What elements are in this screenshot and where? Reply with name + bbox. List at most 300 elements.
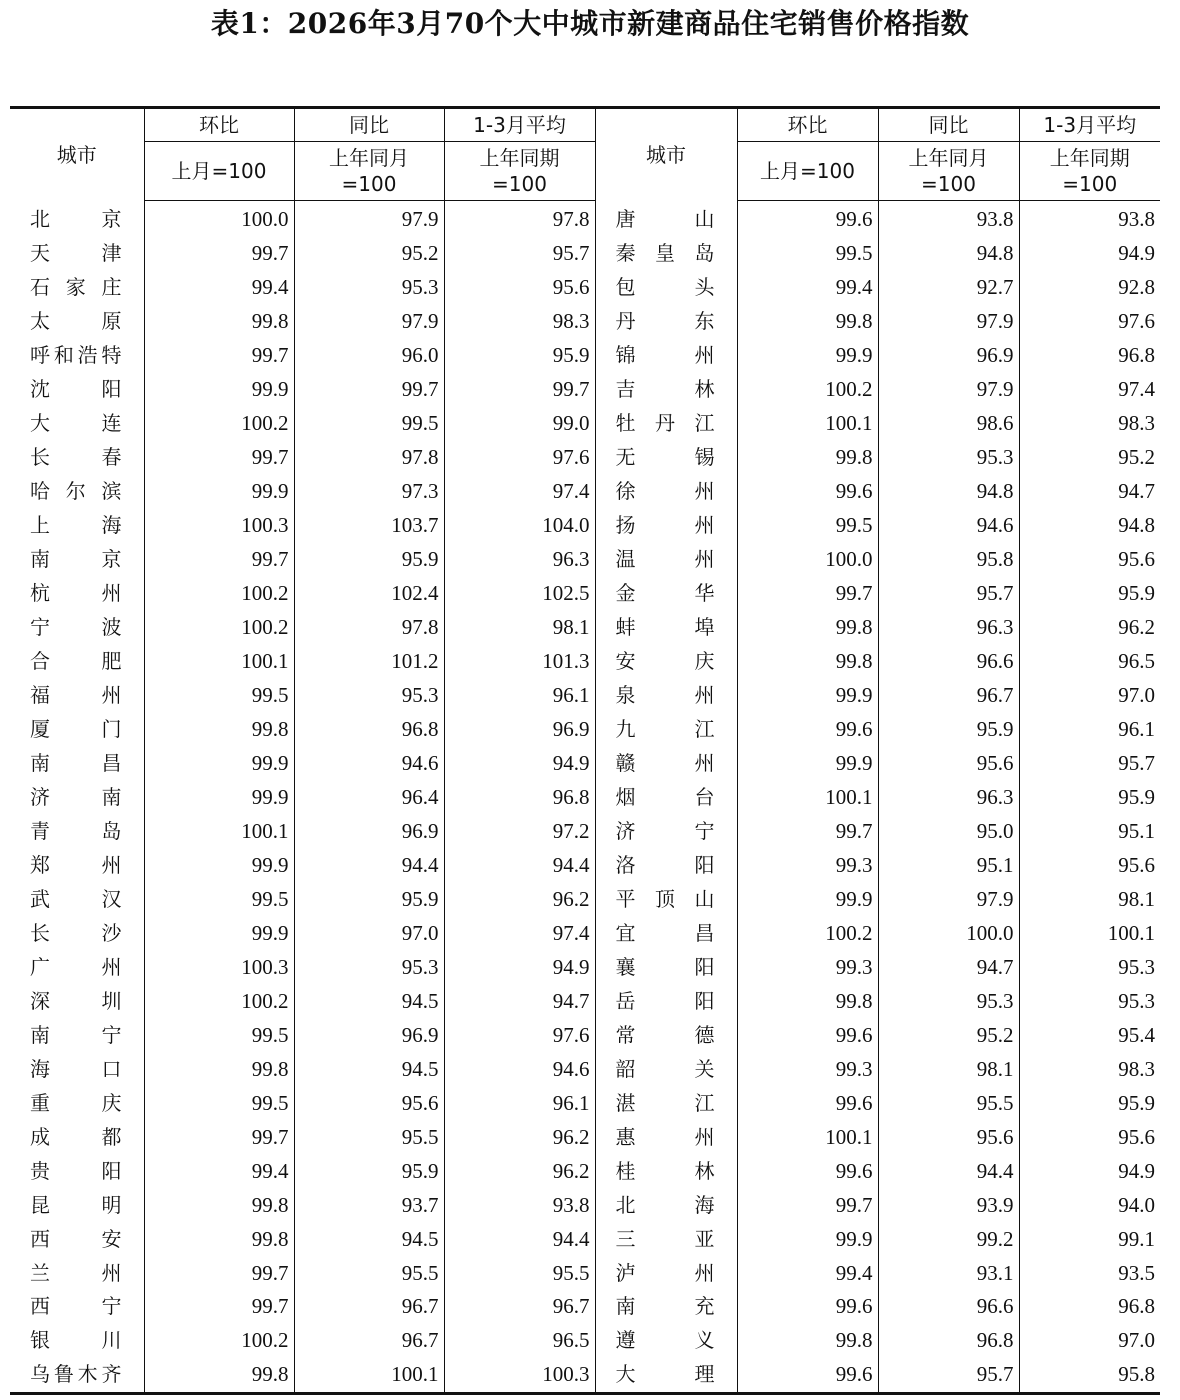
cell-city-right: 常德 <box>595 1018 737 1052</box>
cell-mom-left: 100.3 <box>144 950 294 984</box>
cell-mom-left: 99.8 <box>144 305 294 339</box>
cell-yoy-right: 98.1 <box>878 1052 1019 1086</box>
table-row <box>10 1324 1160 1358</box>
cell-city-right: 泸州 <box>595 1256 737 1290</box>
cell-mom-left: 99.8 <box>144 1052 294 1086</box>
cell-yoy-right: 95.6 <box>878 747 1019 781</box>
header-yoy-base-line1: 上年同月 <box>908 146 989 170</box>
cell-mom-left: 99.7 <box>144 543 294 577</box>
cell-avg-right: 95.8 <box>1019 1358 1160 1393</box>
cell-yoy-right: 94.8 <box>878 475 1019 509</box>
cell-avg-left: 104.0 <box>444 509 595 543</box>
table-row <box>10 950 1160 984</box>
cell-avg-left: 94.9 <box>444 747 595 781</box>
table-row <box>10 1154 1160 1188</box>
cell-avg-right: 97.0 <box>1019 1324 1160 1358</box>
cell-city-right: 无锡 <box>595 441 737 475</box>
cell-mom-right: 99.3 <box>737 1052 878 1086</box>
cell-yoy-left: 94.5 <box>294 984 444 1018</box>
table-row <box>10 305 1160 339</box>
table-row <box>10 747 1160 781</box>
cell-mom-left: 100.1 <box>144 814 294 848</box>
table-row <box>10 1358 1160 1393</box>
cell-yoy-left: 95.5 <box>294 1120 444 1154</box>
cell-city-left: 南京 <box>30 547 122 572</box>
cell-avg-left: 96.1 <box>444 1086 595 1120</box>
cell-city-left: 长春 <box>30 445 122 470</box>
cell-yoy-left: 95.3 <box>294 271 444 305</box>
header-city-left: 城市 <box>56 142 97 167</box>
cell-yoy-left: 96.0 <box>294 339 444 373</box>
cell-mom-left: 99.9 <box>144 475 294 509</box>
cell-avg-left: 97.2 <box>444 814 595 848</box>
cell-avg-left: 98.1 <box>444 611 595 645</box>
cell-mom-right: 99.9 <box>737 339 878 373</box>
cell-yoy-left: 97.0 <box>294 916 444 950</box>
table-row <box>10 1018 1160 1052</box>
cell-avg-left: 100.3 <box>444 1358 595 1393</box>
cell-city-left: 太原 <box>30 309 122 334</box>
cell-yoy-right: 94.4 <box>878 1154 1019 1188</box>
cell-city-right: 北海 <box>595 1188 737 1222</box>
cell-city-right: 秦皇岛 <box>595 237 737 271</box>
header-avg-base-left <box>444 142 595 201</box>
cell-yoy-left: 100.1 <box>294 1358 444 1393</box>
cell-city-left: 兰州 <box>30 1260 122 1285</box>
cell-city-right: 蚌埠 <box>595 611 737 645</box>
cell-mom-left: 99.7 <box>144 1256 294 1290</box>
cell-yoy-left: 94.4 <box>294 848 444 882</box>
header-yoy-left: 同比 <box>294 108 444 142</box>
cell-mom-right: 99.8 <box>737 611 878 645</box>
cell-yoy-right: 95.6 <box>878 1120 1019 1154</box>
cell-mom-right: 99.8 <box>737 305 878 339</box>
cell-mom-left: 100.2 <box>144 611 294 645</box>
cell-mom-right: 99.8 <box>737 984 878 1018</box>
cell-yoy-right: 97.9 <box>878 373 1019 407</box>
table-row <box>10 780 1160 814</box>
cell-yoy-right: 94.8 <box>878 237 1019 271</box>
cell-mom-right: 99.7 <box>737 577 878 611</box>
cell-yoy-left: 95.9 <box>294 1154 444 1188</box>
cell-city-right: 九江 <box>595 713 737 747</box>
cell-mom-left: 99.7 <box>144 339 294 373</box>
cell-avg-left: 98.3 <box>444 305 595 339</box>
cell-city-left: 福州 <box>30 683 122 708</box>
cell-mom-right: 99.8 <box>737 1324 878 1358</box>
cell-city-left: 济南 <box>30 784 122 809</box>
cell-yoy-left: 93.7 <box>294 1188 444 1222</box>
cell-mom-right: 99.5 <box>737 237 878 271</box>
cell-mom-left: 99.7 <box>144 441 294 475</box>
cell-mom-right: 99.4 <box>737 271 878 305</box>
cell-avg-right: 93.8 <box>1019 201 1160 237</box>
cell-yoy-right: 95.9 <box>878 713 1019 747</box>
cell-avg-right: 98.3 <box>1019 407 1160 441</box>
cell-city-right: 桂林 <box>595 1154 737 1188</box>
cell-yoy-right: 96.6 <box>878 1290 1019 1324</box>
table-row <box>10 407 1160 441</box>
cell-avg-left: 95.6 <box>444 271 595 305</box>
cell-mom-right: 99.8 <box>737 441 878 475</box>
cell-yoy-right: 95.0 <box>878 814 1019 848</box>
table-row <box>10 1188 1160 1222</box>
cell-city-left: 广州 <box>30 954 122 979</box>
cell-city-right: 扬州 <box>595 509 737 543</box>
cell-city-right: 安庆 <box>595 645 737 679</box>
cell-city-left: 乌鲁木齐 <box>30 1362 122 1387</box>
cell-city-left: 西宁 <box>30 1294 122 1319</box>
cell-city-left: 呼和浩特 <box>30 343 122 368</box>
cell-mom-right: 99.6 <box>737 1290 878 1324</box>
header-mom-left: 环比 <box>144 108 294 142</box>
cell-mom-left: 100.2 <box>144 1324 294 1358</box>
cell-mom-left: 99.4 <box>144 271 294 305</box>
table-row <box>10 339 1160 373</box>
cell-mom-right: 99.6 <box>737 475 878 509</box>
cell-city-left: 石家庄 <box>30 275 122 300</box>
cell-city-right: 大理 <box>595 1358 737 1393</box>
header-yoy-base-line2: =100 <box>921 172 976 196</box>
cell-avg-right: 97.6 <box>1019 305 1160 339</box>
cell-mom-left: 99.7 <box>144 237 294 271</box>
cell-avg-right: 94.7 <box>1019 475 1160 509</box>
header-avg-base-right <box>1019 142 1160 201</box>
cell-avg-left: 94.4 <box>444 1222 595 1256</box>
cell-yoy-left: 95.6 <box>294 1086 444 1120</box>
cell-city-left: 长沙 <box>30 920 122 945</box>
cell-mom-right: 100.1 <box>737 780 878 814</box>
cell-yoy-left: 101.2 <box>294 645 444 679</box>
cell-yoy-right: 98.6 <box>878 407 1019 441</box>
cell-mom-left: 99.5 <box>144 1086 294 1120</box>
cell-mom-right: 100.1 <box>737 407 878 441</box>
cell-avg-right: 98.3 <box>1019 1052 1160 1086</box>
cell-avg-right: 95.2 <box>1019 441 1160 475</box>
cell-mom-right: 99.6 <box>737 713 878 747</box>
cell-city-left: 大连 <box>30 411 122 436</box>
cell-avg-left: 99.0 <box>444 407 595 441</box>
cell-mom-right: 99.9 <box>737 882 878 916</box>
table-row <box>10 201 1160 237</box>
cell-yoy-right: 96.8 <box>878 1324 1019 1358</box>
cell-city-left: 贵阳 <box>30 1158 122 1183</box>
cell-city-right: 襄阳 <box>595 950 737 984</box>
cell-yoy-right: 96.3 <box>878 780 1019 814</box>
cell-city-left: 深圳 <box>30 988 122 1013</box>
cell-mom-left: 100.2 <box>144 984 294 1018</box>
cell-city-right: 温州 <box>595 543 737 577</box>
cell-yoy-right: 93.9 <box>878 1188 1019 1222</box>
cell-city-right: 洛阳 <box>595 848 737 882</box>
table-row <box>10 645 1160 679</box>
cell-avg-right: 95.6 <box>1019 1120 1160 1154</box>
cell-city-left: 哈尔滨 <box>30 479 122 504</box>
cell-city-right: 徐州 <box>595 475 737 509</box>
cell-mom-right: 99.9 <box>737 679 878 713</box>
cell-avg-right: 94.9 <box>1019 237 1160 271</box>
cell-avg-left: 97.6 <box>444 441 595 475</box>
cell-avg-right: 100.1 <box>1019 916 1160 950</box>
cell-yoy-right: 96.6 <box>878 645 1019 679</box>
cell-mom-left: 100.3 <box>144 509 294 543</box>
cell-yoy-right: 95.5 <box>878 1086 1019 1120</box>
cell-yoy-left: 94.6 <box>294 747 444 781</box>
header-yoy-right: 同比 <box>878 108 1019 142</box>
cell-city-right: 赣州 <box>595 747 737 781</box>
table-title: 表1：2026年3月70个大中城市新建商品住宅销售价格指数 <box>210 7 970 40</box>
cell-mom-right: 99.6 <box>737 1358 878 1393</box>
table-row <box>10 1086 1160 1120</box>
cell-yoy-left: 96.7 <box>294 1324 444 1358</box>
cell-yoy-left: 96.9 <box>294 1018 444 1052</box>
cell-avg-left: 96.3 <box>444 543 595 577</box>
cell-city-left: 沈阳 <box>30 377 122 402</box>
cell-avg-right: 95.6 <box>1019 543 1160 577</box>
cell-mom-left: 99.5 <box>144 882 294 916</box>
cell-yoy-right: 95.3 <box>878 984 1019 1018</box>
cell-yoy-left: 94.5 <box>294 1222 444 1256</box>
cell-avg-left: 94.9 <box>444 950 595 984</box>
cell-yoy-left: 97.8 <box>294 441 444 475</box>
cell-avg-right: 95.6 <box>1019 848 1160 882</box>
cell-mom-right: 99.7 <box>737 1188 878 1222</box>
cell-mom-left: 99.5 <box>144 1018 294 1052</box>
cell-avg-left: 93.8 <box>444 1188 595 1222</box>
cell-avg-left: 95.5 <box>444 1256 595 1290</box>
cell-mom-right: 99.5 <box>737 509 878 543</box>
cell-avg-right: 95.3 <box>1019 984 1160 1018</box>
cell-avg-right: 95.4 <box>1019 1018 1160 1052</box>
cell-yoy-right: 93.8 <box>878 201 1019 237</box>
cell-city-left: 杭州 <box>30 581 122 606</box>
cell-yoy-right: 94.7 <box>878 950 1019 984</box>
header-yoy-base-line1: 上年同月 <box>329 146 409 170</box>
cell-avg-right: 99.1 <box>1019 1222 1160 1256</box>
cell-yoy-right: 100.0 <box>878 916 1019 950</box>
cell-avg-left: 102.5 <box>444 577 595 611</box>
cell-yoy-left: 97.8 <box>294 611 444 645</box>
cell-avg-right: 95.9 <box>1019 1086 1160 1120</box>
cell-mom-right: 99.3 <box>737 848 878 882</box>
table-row <box>10 814 1160 848</box>
cell-city-left: 南昌 <box>30 750 122 775</box>
cell-avg-right: 95.1 <box>1019 814 1160 848</box>
cell-city-right: 遵义 <box>595 1324 737 1358</box>
table-row <box>10 441 1160 475</box>
cell-yoy-left: 95.3 <box>294 950 444 984</box>
cell-mom-right: 100.2 <box>737 916 878 950</box>
cell-city-left: 成都 <box>30 1124 122 1149</box>
cell-yoy-right: 95.8 <box>878 543 1019 577</box>
cell-mom-left: 100.2 <box>144 407 294 441</box>
cell-avg-left: 95.9 <box>444 339 595 373</box>
cell-city-right: 锦州 <box>595 339 737 373</box>
cell-city-left: 上海 <box>30 513 122 538</box>
cell-yoy-left: 96.7 <box>294 1290 444 1324</box>
cell-mom-right: 99.6 <box>737 1154 878 1188</box>
header-mom-base-left: 上月=100 <box>144 142 294 201</box>
cell-avg-right: 96.5 <box>1019 645 1160 679</box>
cell-avg-left: 101.3 <box>444 645 595 679</box>
cell-city-left: 南宁 <box>30 1022 122 1047</box>
cell-yoy-left: 97.9 <box>294 305 444 339</box>
cell-yoy-right: 94.6 <box>878 509 1019 543</box>
header-yoy-base-left <box>294 142 444 201</box>
cell-mom-right: 99.8 <box>737 645 878 679</box>
cell-avg-left: 97.8 <box>444 201 595 237</box>
cell-avg-left: 96.2 <box>444 882 595 916</box>
cell-mom-left: 99.9 <box>144 916 294 950</box>
header-avg-right: 1-3月平均 <box>1019 108 1160 142</box>
cell-yoy-right: 92.7 <box>878 271 1019 305</box>
cell-avg-left: 94.7 <box>444 984 595 1018</box>
cell-avg-right: 95.9 <box>1019 577 1160 611</box>
table-row <box>10 237 1160 271</box>
cell-avg-right: 98.1 <box>1019 882 1160 916</box>
cell-yoy-right: 99.2 <box>878 1222 1019 1256</box>
cell-avg-left: 96.5 <box>444 1324 595 1358</box>
cell-mom-left: 99.4 <box>144 1154 294 1188</box>
table-row <box>10 373 1160 407</box>
cell-yoy-left: 95.2 <box>294 237 444 271</box>
cell-yoy-left: 102.4 <box>294 577 444 611</box>
cell-avg-right: 94.0 <box>1019 1188 1160 1222</box>
cell-mom-right: 100.1 <box>737 1120 878 1154</box>
cell-avg-right: 93.5 <box>1019 1256 1160 1290</box>
cell-mom-left: 99.8 <box>144 1222 294 1256</box>
cell-mom-left: 100.1 <box>144 645 294 679</box>
cell-city-right: 湛江 <box>595 1086 737 1120</box>
cell-yoy-left: 95.9 <box>294 543 444 577</box>
cell-avg-left: 97.6 <box>444 1018 595 1052</box>
cell-city-right: 平顶山 <box>595 882 737 916</box>
cell-mom-right: 99.4 <box>737 1256 878 1290</box>
cell-city-right: 牡丹江 <box>595 407 737 441</box>
table-row <box>10 475 1160 509</box>
cell-mom-left: 100.2 <box>144 577 294 611</box>
table-row <box>10 543 1160 577</box>
header-city-right: 城市 <box>595 108 737 201</box>
cell-city-right: 济宁 <box>595 814 737 848</box>
cell-mom-right: 99.3 <box>737 950 878 984</box>
cell-yoy-right: 95.2 <box>878 1018 1019 1052</box>
cell-mom-left: 99.8 <box>144 713 294 747</box>
cell-mom-left: 99.9 <box>144 848 294 882</box>
cell-mom-right: 99.9 <box>737 747 878 781</box>
cell-city-right: 吉林 <box>595 373 737 407</box>
cell-city-left: 宁波 <box>30 615 122 640</box>
table-row <box>10 713 1160 747</box>
cell-city-left: 海口 <box>30 1056 122 1081</box>
cell-yoy-left: 97.3 <box>294 475 444 509</box>
cell-yoy-right: 96.7 <box>878 679 1019 713</box>
cell-avg-right: 96.1 <box>1019 713 1160 747</box>
cell-yoy-left: 96.8 <box>294 713 444 747</box>
cell-mom-right: 99.6 <box>737 1086 878 1120</box>
cell-city-left: 北京 <box>30 207 122 232</box>
cell-yoy-right: 95.7 <box>878 1358 1019 1393</box>
table-row <box>10 1052 1160 1086</box>
table-row <box>10 271 1160 305</box>
table-row <box>10 848 1160 882</box>
cell-city-right: 泉州 <box>595 679 737 713</box>
cell-yoy-left: 99.5 <box>294 407 444 441</box>
cell-avg-left: 96.8 <box>444 780 595 814</box>
table-row <box>10 577 1160 611</box>
cell-avg-right: 94.9 <box>1019 1154 1160 1188</box>
cell-yoy-left: 99.7 <box>294 373 444 407</box>
cell-city-right: 丹东 <box>595 305 737 339</box>
table-body <box>10 201 1160 1394</box>
header-avg-base-line1: 上年同期 <box>1049 146 1130 170</box>
cell-yoy-right: 96.3 <box>878 611 1019 645</box>
table-row <box>10 1120 1160 1154</box>
table-row <box>10 882 1160 916</box>
cell-avg-left: 97.4 <box>444 916 595 950</box>
header-yoy-base-line2: =100 <box>341 172 397 196</box>
cell-mom-left: 99.7 <box>144 1290 294 1324</box>
header-avg-left: 1-3月平均 <box>444 108 595 142</box>
cell-yoy-left: 95.3 <box>294 679 444 713</box>
cell-avg-right: 95.9 <box>1019 780 1160 814</box>
cell-city-left: 银川 <box>30 1328 122 1353</box>
table-row <box>10 1290 1160 1324</box>
cell-avg-left: 94.6 <box>444 1052 595 1086</box>
cell-city-left: 重庆 <box>30 1090 122 1115</box>
cell-avg-left: 95.7 <box>444 237 595 271</box>
cell-avg-left: 96.2 <box>444 1120 595 1154</box>
cell-city-right: 包头 <box>595 271 737 305</box>
cell-yoy-left: 103.7 <box>294 509 444 543</box>
cell-mom-left: 99.8 <box>144 1358 294 1393</box>
cell-avg-left: 94.4 <box>444 848 595 882</box>
price-index-table <box>10 106 1160 1395</box>
cell-city-left: 武汉 <box>30 886 122 911</box>
cell-yoy-right: 95.7 <box>878 577 1019 611</box>
header-avg-base-line2: =100 <box>492 172 547 196</box>
table-row <box>10 1222 1160 1256</box>
cell-city-right: 宜昌 <box>595 916 737 950</box>
cell-avg-left: 96.2 <box>444 1154 595 1188</box>
cell-mom-left: 100.0 <box>144 201 294 237</box>
cell-city-right: 岳阳 <box>595 984 737 1018</box>
cell-yoy-right: 95.1 <box>878 848 1019 882</box>
header-mom-right: 环比 <box>737 108 878 142</box>
cell-avg-right: 97.4 <box>1019 373 1160 407</box>
cell-avg-right: 96.2 <box>1019 611 1160 645</box>
cell-city-right: 金华 <box>595 577 737 611</box>
cell-yoy-left: 96.4 <box>294 780 444 814</box>
cell-city-right: 唐山 <box>595 201 737 237</box>
cell-yoy-right: 97.9 <box>878 305 1019 339</box>
cell-city-left: 昆明 <box>30 1192 122 1217</box>
cell-city-left: 青岛 <box>30 818 122 843</box>
cell-city-left: 西安 <box>30 1226 122 1251</box>
cell-yoy-right: 93.1 <box>878 1256 1019 1290</box>
cell-city-right: 三亚 <box>595 1222 737 1256</box>
cell-avg-right: 96.8 <box>1019 1290 1160 1324</box>
cell-avg-right: 92.8 <box>1019 271 1160 305</box>
cell-city-right: 韶关 <box>595 1052 737 1086</box>
cell-city-left: 厦门 <box>30 717 122 742</box>
cell-mom-left: 99.9 <box>144 747 294 781</box>
cell-city-right: 惠州 <box>595 1120 737 1154</box>
cell-mom-left: 99.5 <box>144 679 294 713</box>
cell-city-left: 天津 <box>30 241 122 266</box>
table-row <box>10 916 1160 950</box>
cell-avg-left: 96.9 <box>444 713 595 747</box>
